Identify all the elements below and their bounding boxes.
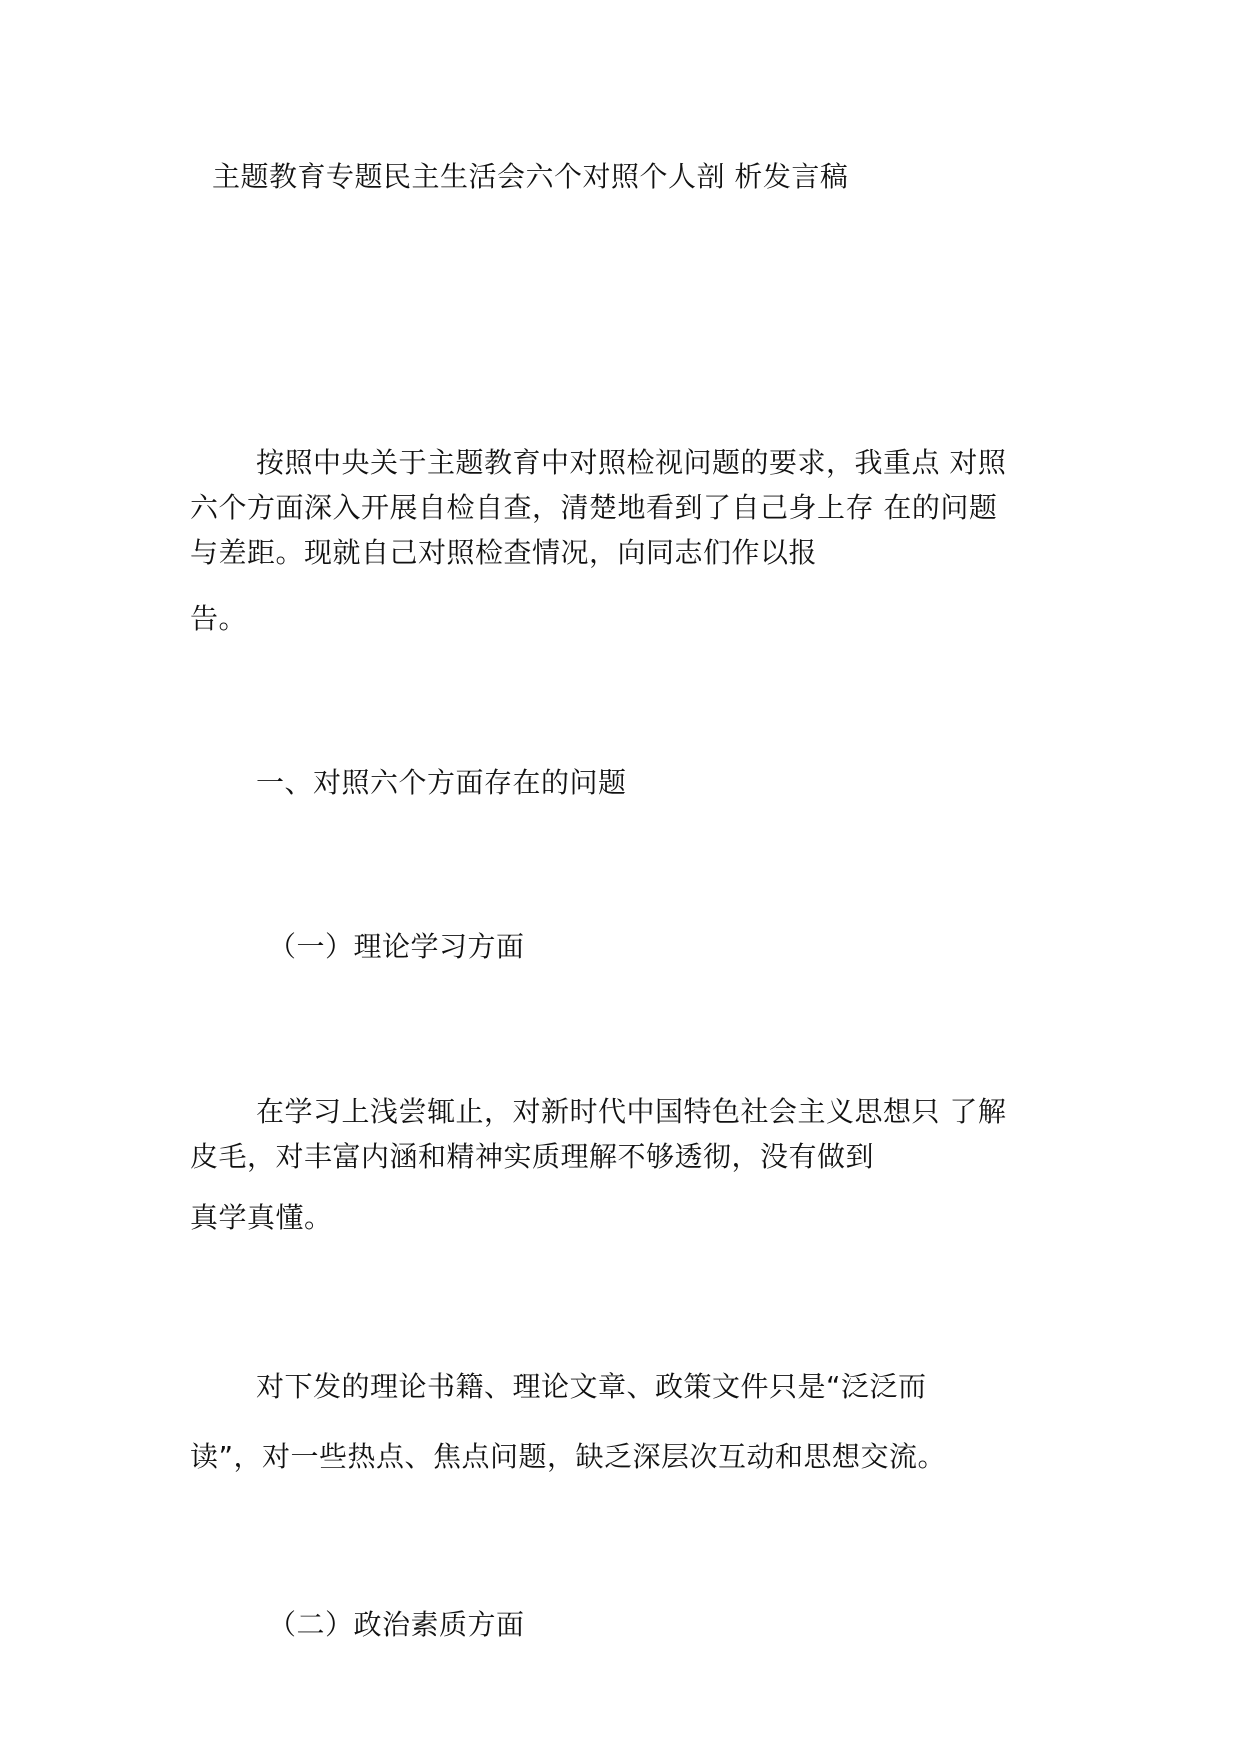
subsection-heading: （一）理论学习方面 [268, 930, 525, 963]
subsection-heading: （二）政治素质方面 [268, 1608, 525, 1641]
section-heading: 一、对照六个方面存在的问题 [256, 766, 627, 799]
document-title: 主题教育专题民主生活会六个对照个人剖 析发言稿 [212, 160, 849, 193]
paragraph-line: 读”，对一些热点、焦点问题，缺乏深层次互动和思想交流。 [190, 1440, 947, 1473]
paragraph-line: 真学真懂。 [190, 1201, 333, 1234]
paragraph-line: 皮毛，对丰富内涵和精神实质理解不够透彻，没有做到 [190, 1140, 875, 1173]
paragraph-line: 在学习上浅尝辄止，对新时代中国特色社会主义思想只 了解 [256, 1095, 1007, 1128]
intro-line: 与差距。现就自己对照检查情况，向同志们作以报 [190, 536, 818, 569]
intro-line: 告。 [190, 602, 248, 635]
intro-line: 按照中央关于主题教育中对照检视问题的要求，我重点 对照 [256, 446, 1007, 479]
intro-line: 六个方面深入开展自检自查，清楚地看到了自己身上存 在的问题 [190, 491, 998, 524]
paragraph-line: 对下发的理论书籍、理论文章、政策文件只是“泛泛而 [256, 1370, 927, 1403]
